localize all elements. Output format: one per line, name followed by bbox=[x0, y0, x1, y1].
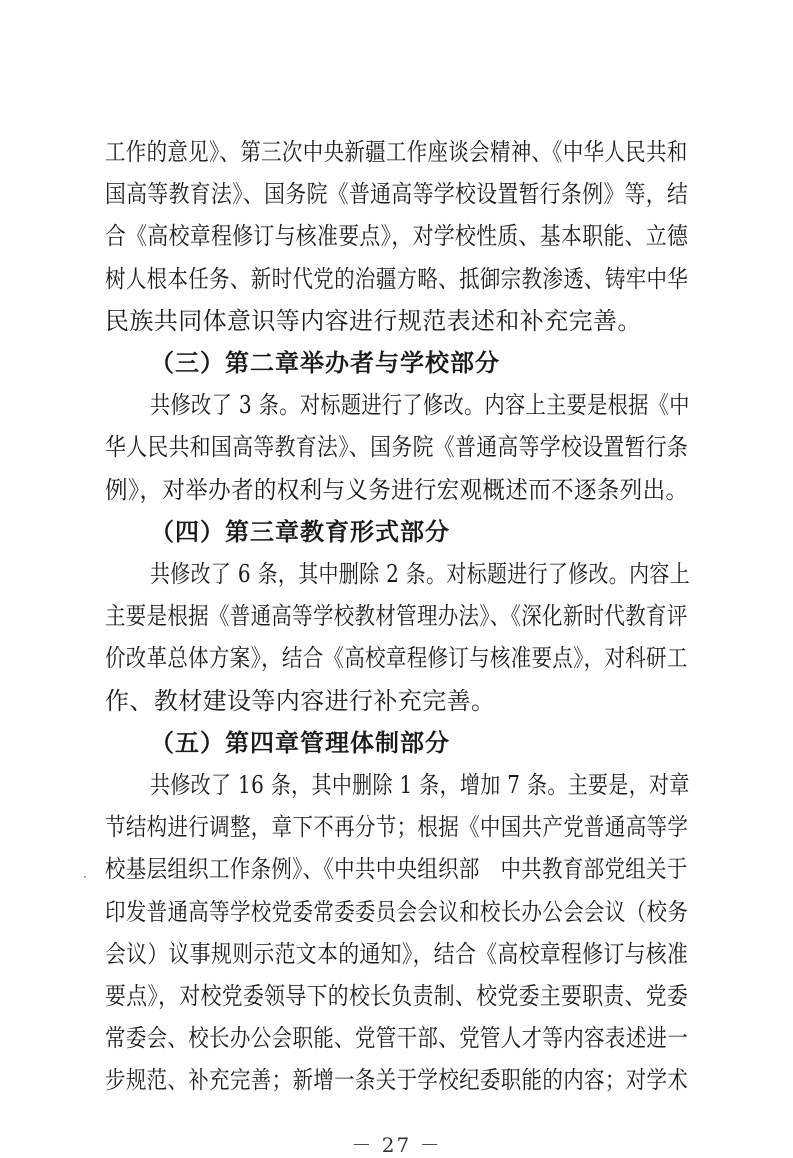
body-line: 民族共同体意识等内容进行规范表述和补充完善。 bbox=[105, 307, 642, 335]
body-line: 校基层组织工作条例》、《中共中央组织部 中共教育部党组关于 bbox=[105, 855, 688, 883]
body-line: 步规范、补充完善；新增一条关于学校纪委职能的内容；对学术 bbox=[105, 1066, 689, 1094]
section-heading-3: （三）第二章举办者与学校部分 bbox=[150, 348, 500, 377]
scan-speck bbox=[84, 876, 86, 878]
section-heading-5: （五）第四章管理体制部分 bbox=[150, 728, 450, 757]
body-line: 合《高校章程修订与核准要点》，对学校性质、基本职能、立德 bbox=[105, 222, 689, 250]
body-line: 常委会、校长办公会职能、党管干部、党管人才等内容表述进一 bbox=[105, 1024, 689, 1052]
body-line: 作、教材建设等内容进行补充完善。 bbox=[105, 687, 496, 715]
paragraph-first-line: 共修改了 6 条，其中删除 2 条。对标题进行了修改。内容上 bbox=[150, 560, 691, 588]
body-line: 树人根本任务、新时代党的治疆方略、抵御宗教渗透、铸牢中华 bbox=[105, 265, 689, 293]
body-line: 主要是根据《普通高等学校教材管理办法》、《深化新时代教育评 bbox=[105, 602, 688, 630]
paragraph-first-line: 共修改了 3 条。对标题进行了修改。内容上主要是根据《中 bbox=[150, 391, 690, 419]
body-line: 要点》，对校党委领导下的校长负责制、校党委主要职责、党委 bbox=[105, 982, 689, 1010]
body-line: 工作的意见》、第三次中央新疆工作座谈会精神、《中华人民共和 bbox=[105, 138, 688, 166]
body-line: 印发普通高等学校党委常委委员会会议和校长办公会会议（校务 bbox=[105, 898, 689, 926]
body-line: 华人民共和国高等教育法》、国务院《普通高等学校设置暂行条 bbox=[105, 433, 689, 461]
paragraph-first-line: 共修改了 16 条，其中删除 1 条，增加 7 条。主要是，对章 bbox=[150, 771, 690, 799]
body-line: 国高等教育法》、国务院《普通高等学校设置暂行条例》等，结 bbox=[105, 180, 689, 208]
body-line: 节结构进行调整，章下不再分节；根据《中国共产党普通高等学 bbox=[105, 813, 689, 841]
body-line: 例》，对举办者的权利与义务进行宏观概述而不逐条列出。 bbox=[105, 476, 689, 504]
body-line: 会议）议事规则示范文本的通知》，结合《高校章程修订与核准 bbox=[105, 940, 689, 968]
section-heading-4: （四）第三章教育形式部分 bbox=[150, 517, 450, 546]
page-number: － 27 － bbox=[351, 1133, 442, 1157]
body-line: 价改革总体方案》，结合《高校章程修订与核准要点》，对科研工 bbox=[105, 644, 688, 672]
